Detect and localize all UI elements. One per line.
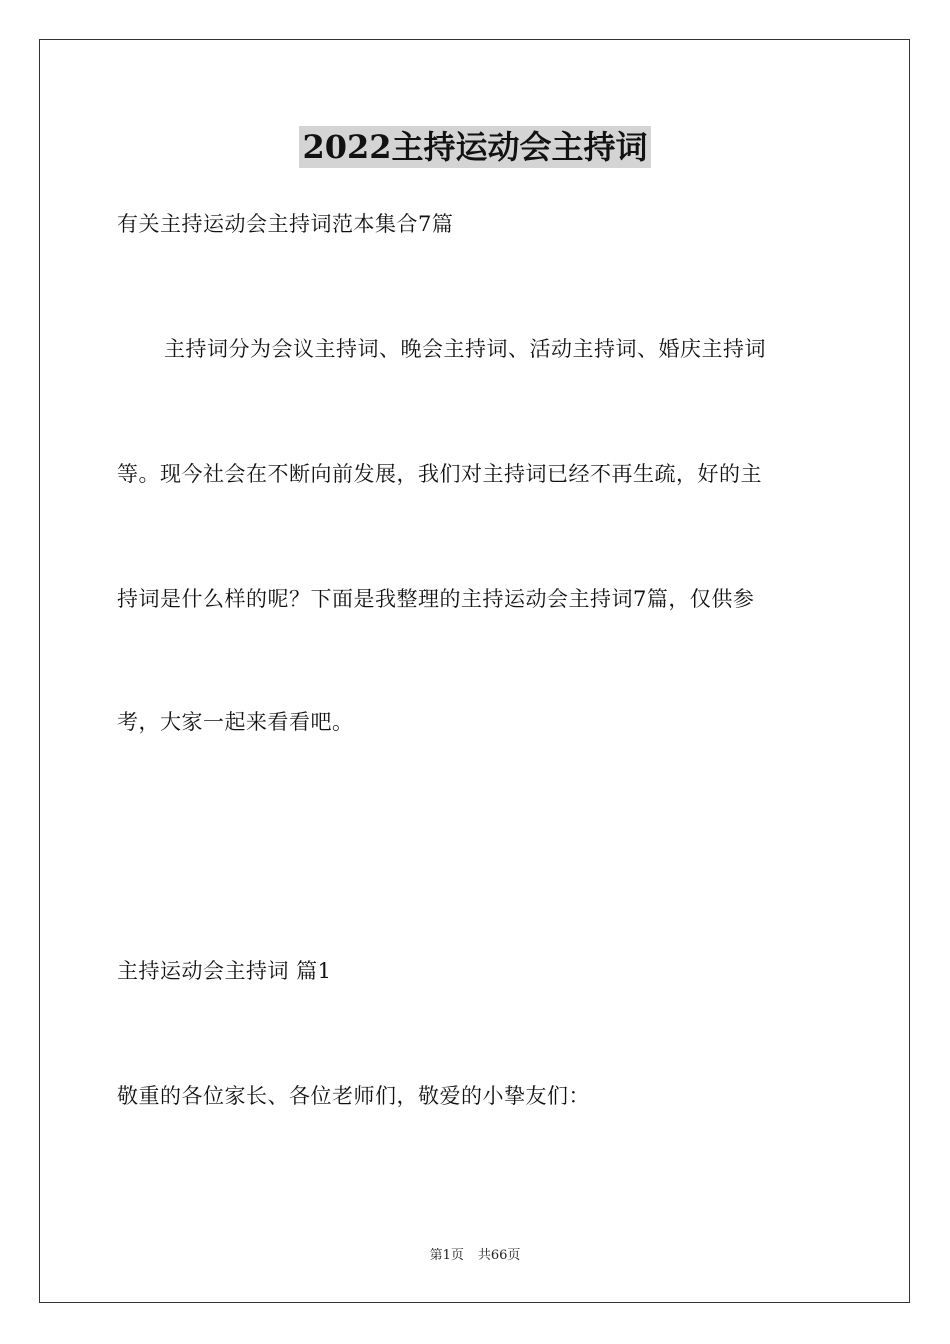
- intro-line-2: 等。现今社会在不断向前发展，我们对主持词已经不再生疏，好的主: [117, 462, 762, 486]
- section-heading: 主持运动会主持词 篇1: [117, 959, 332, 983]
- intro-line-4: 考，大家一起来看看吧。: [117, 710, 354, 734]
- greeting-line: 敬重的各位家长、各位老师们，敬爱的小挚友们：: [117, 1084, 590, 1108]
- document-subtitle: 有关主持运动会主持词范本集合7篇: [117, 212, 454, 236]
- document-title: 2022主持运动会主持词: [299, 126, 650, 168]
- title-container: [0, 126, 950, 168]
- page-total: 共66页: [477, 1248, 521, 1263]
- page-footer: [0, 1247, 950, 1265]
- intro-line-3: 持词是什么样的呢？下面是我整理的主持运动会主持词7篇，仅供参: [117, 587, 755, 611]
- intro-line-1: 主持词分为会议主持词、晚会主持词、活动主持词、婚庆主持词: [164, 337, 766, 361]
- page-number: 第1页: [429, 1248, 464, 1263]
